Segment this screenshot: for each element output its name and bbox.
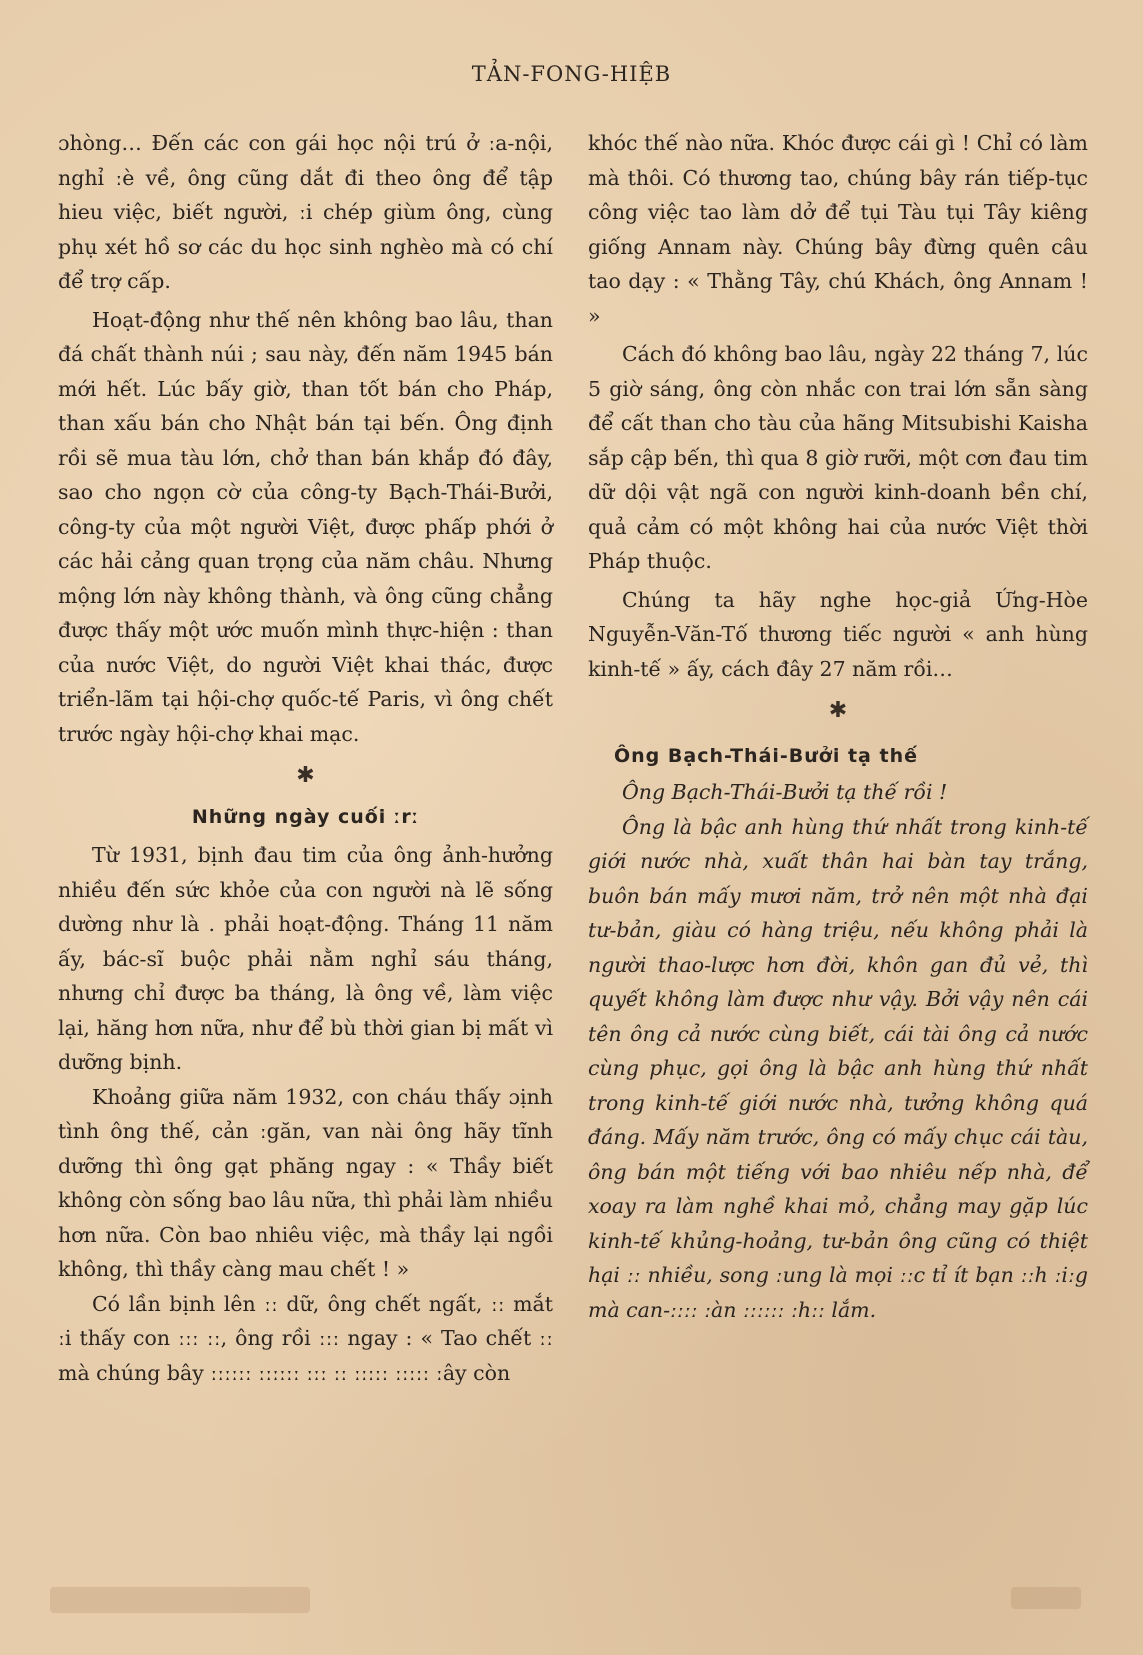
quote-paragraph: Ông là bậc anh hùng thứ nhất trong kinh-tế giới nước nhà, xuất thân hai bàn tay trắng, buôn bán mấy mươi năm, trở nên một nhà đại tư-bản, giàu có hàng triệu, nếu không phải là người thao-lược hơn đời, khôn gan đủ vẻ, thì quyết không làm được như vậy. Bởi vậy nên cái tên ông cả nước cùng biết, cái tài ông cả nước cùng phục, gọi ông là bậc anh hùng thứ nhất trong kinh-tế giới nước nhà, tưởng không quá đáng. Mấy năm trước, ông có mấy chục cái tàu, ông bán một tiếng với bao nhiêu nếp nhà, để xoay ra làm nghề khai mỏ, chẳng may gặp lúc kinh-tế khủng-hoảng, tư-bản ông cũng có thiệt hại ːː nhiều, song ːung là mọi ːːc tỉ ít bạn ːːh ːiːg mà can-ːːːː ːàn ːːːːːː ːhːː lắm. — [588, 814, 1088, 1322]
paragraph: Chúng ta hãy nghe học-giả Ứng-Hòe Nguyễn-Văn-Tố thương tiếc người « anh hùng kinh-tế » ấy, cách đây 27 năm rồi… — [588, 587, 1088, 681]
paragraph: Cách đó không bao lâu, ngày 22 tháng 7, lúc 5 giờ sáng, ông còn nhắc con trai lớn sẵn sàng để cất than cho tàu của hãng Mitsubishi Kaisha sắp cập bến, thì qua 8 giờ rưỡi, một cơn đau tim dữ dội vật ngã con người kinh-doanh bền chí, quả cảm có một không hai của nước Việt thời Pháp thuộc. — [588, 342, 1088, 573]
page-footer-faded — [50, 1587, 310, 1613]
section-heading: Những ngày cuối ːrː — [191, 805, 420, 828]
paragraph: Có lần bịnh lên ːː dữ, ông chết ngất, ːː mắt ːi thấy con ːːː ːː, ông rồi ːːː ngay : « Tao chết ːː mà chúng bây ːːːːːː ːːːːːː ːːː ːː ːːːːː ːːːːː ːây còn — [58, 1291, 553, 1385]
paragraph: Khoảng giữa năm 1932, con cháu thấy ɔịnh tình ông thế, cản ːgăn, van nài ông hãy tĩnh dưỡng thì ông gạt phăng ngay : « Thầy biết không còn sống bao lâu nữa, thì phải làm nhiều hơn nữa. Còn bao nhiêu việc, mà thầy lại ngồi không, thì thầy càng mau chết ! » — [58, 1084, 553, 1281]
page-number-faded — [1011, 1587, 1081, 1609]
paragraph: Hoạt-động như thế nên không bao lâu, than đá chất thành núi ; sau này, đến năm 1945 bán mới hết. Lúc bấy giờ, than tốt bán cho Pháp, than xấu bán cho Nhật bán tại bến. Ông định rồi sẽ mua tàu lớn, chở than bán khắp đó đây, sao cho ngọn cờ của công-ty Bạch-Thái-Bưởi, công-ty của một người Việt, được phấp phới ở các hải cảng quan trọng của năm châu. Nhưng mộng lớn này không thành, và ông cũng chẳng được thấy một ước muốn mình thực-hiện : than của nước Việt, do người Việt khai thác, được triển-lãm tại hội-chợ quốc-tế Paris, vì ông chết trước ngày hội-chợ khai mạc. — [58, 307, 553, 746]
page-header: TẢN-FONG-HIỆB — [471, 62, 672, 86]
section-divider-star: ✱ — [296, 763, 315, 788]
section-divider-star: ✱ — [828, 698, 848, 723]
left-column — [58, 126, 553, 1390]
paragraph: Từ 1931, bịnh đau tim của ông ảnh-hưởng nhiều đến sức khỏe của con người nà lẽ sống dường như là . phải hoạt-động. Tháng 11 năm ấy, bác-sĩ buộc phải nằm nghỉ sáu tháng, nhưng chỉ được ba tháng, là ông về, làm việc lại, hăng hơn nữa, như để bù thời gian bị mất vì dưỡng bịnh. — [58, 843, 553, 1074]
paragraph: khóc thế nào nữa. Khóc được cái gì ! Chỉ có làm mà thôi. Có thương tao, chúng bây rán tiếp-tục công việc tao làm dở để tụi Tàu tụi Tây kiêng giống Annam này. Chúng bây đừng quên câu tao dạy : « Thằng Tây, chú Khách, ông Annam ! » — [588, 131, 1088, 328]
right-column — [588, 126, 1088, 1327]
section-heading: Ông Bạch-Thái-Bưởi tạ thế — [614, 744, 918, 767]
paragraph: ɔhòng… Đến các con gái học nội trú ở ːa-nội, nghỉ ːè về, ông cũng dắt đi theo ông để tập hieu việc, biết người, ːi chép giùm ông, cùng phụ xét hồ sơ các du học sinh nghèo mà có chí để trợ cấp. — [58, 131, 553, 293]
quote-paragraph: Ông Bạch-Thái-Bưởi tạ thế rồi ! — [622, 780, 948, 804]
